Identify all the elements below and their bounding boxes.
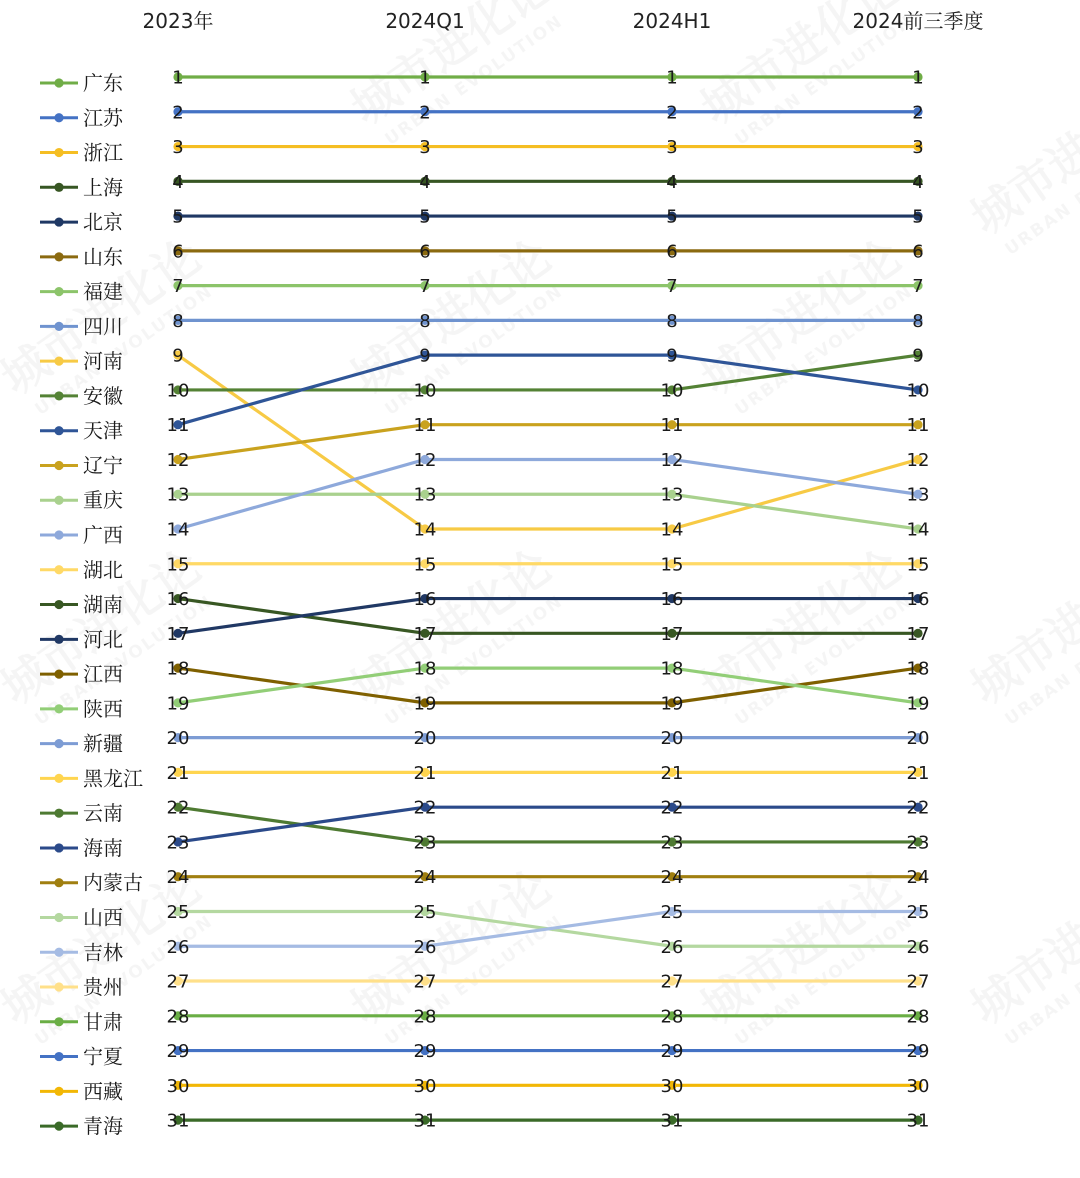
rank-label: 31 xyxy=(166,1110,190,1132)
legend-label: 福建 xyxy=(83,279,123,304)
legend-label: 浙江 xyxy=(83,140,123,165)
legend-swatch-marker xyxy=(54,948,63,957)
legend-label: 重庆 xyxy=(83,488,123,513)
legend-label: 广东 xyxy=(83,71,123,95)
watermark-tile xyxy=(961,69,1080,265)
legend-swatch-marker xyxy=(54,461,63,470)
watermark-tile xyxy=(691,859,924,1055)
legend-label: 天津 xyxy=(83,418,123,443)
rank-label: 18 xyxy=(166,658,190,680)
rank-label: 31 xyxy=(660,1110,684,1132)
legend-label: 安徽 xyxy=(83,383,123,408)
rank-label: 2 xyxy=(912,102,924,124)
rank-label: 25 xyxy=(906,901,930,923)
watermark-tile xyxy=(961,539,1080,735)
legend-label: 江苏 xyxy=(83,105,123,130)
legend-label: 湖北 xyxy=(83,557,123,582)
rank-label: 18 xyxy=(413,658,437,680)
rank-label: 8 xyxy=(666,310,678,332)
rank-label: 23 xyxy=(166,832,190,854)
rank-label: 22 xyxy=(413,797,437,819)
rank-label: 22 xyxy=(660,797,684,819)
column-label: 2023年 xyxy=(142,9,214,33)
watermark-tile xyxy=(691,229,924,425)
series-line xyxy=(178,494,918,529)
legend-label: 宁夏 xyxy=(83,1044,123,1069)
legend-label: 内蒙古 xyxy=(83,870,143,895)
rank-label: 3 xyxy=(419,137,431,159)
rank-label: 10 xyxy=(660,380,684,402)
series-line xyxy=(178,807,918,842)
legend-swatch-marker xyxy=(54,843,63,852)
rank-label: 27 xyxy=(660,971,684,993)
rank-label: 4 xyxy=(666,171,678,193)
rank-label: 4 xyxy=(912,171,924,193)
rank-label: 7 xyxy=(666,276,678,298)
rank-label: 30 xyxy=(906,1075,930,1097)
rank-label: 1 xyxy=(666,67,678,89)
rank-label: 11 xyxy=(166,415,190,437)
series-line xyxy=(178,425,918,460)
rank-label: 1 xyxy=(912,67,924,89)
legend-label: 广西 xyxy=(83,523,123,548)
column-label: 2024前三季度 xyxy=(852,9,984,33)
rank-label: 23 xyxy=(413,832,437,854)
rank-label: 19 xyxy=(413,693,437,715)
rank-label: 29 xyxy=(660,1041,684,1063)
rank-label: 18 xyxy=(660,658,684,680)
watermark-tile xyxy=(691,539,924,735)
legend-swatch-marker xyxy=(54,739,63,748)
rank-label: 7 xyxy=(419,276,431,298)
rank-label: 2 xyxy=(666,102,678,124)
rank-label: 17 xyxy=(906,623,930,645)
legend-swatch-marker xyxy=(54,878,63,887)
legend-swatch-marker xyxy=(54,982,63,991)
rank-label: 12 xyxy=(166,449,190,471)
rank-label: 19 xyxy=(166,693,190,715)
legend-label: 陕西 xyxy=(83,696,123,721)
watermark-tile xyxy=(961,859,1080,1055)
legend-label: 甘肃 xyxy=(83,1009,123,1034)
rank-label: 28 xyxy=(660,1006,684,1028)
rank-label: 10 xyxy=(413,380,437,402)
rank-label: 29 xyxy=(166,1041,190,1063)
legend-swatch-marker xyxy=(54,391,63,400)
rank-label: 18 xyxy=(906,658,930,680)
rank-label: 9 xyxy=(419,345,431,367)
legend-label: 新疆 xyxy=(83,731,123,756)
rank-label: 28 xyxy=(906,1006,930,1028)
series-line xyxy=(178,355,918,529)
rank-label: 2 xyxy=(172,102,184,124)
rank-label: 16 xyxy=(906,589,930,611)
legend-swatch-marker xyxy=(54,287,63,296)
rank-label: 6 xyxy=(912,241,924,263)
rank-label: 21 xyxy=(906,762,930,784)
rank-label: 24 xyxy=(413,867,437,889)
rank-label: 13 xyxy=(660,484,684,506)
rank-label: 15 xyxy=(413,554,437,576)
rank-label: 11 xyxy=(660,415,684,437)
column-label: 2024H1 xyxy=(632,9,712,33)
rank-label: 26 xyxy=(906,936,930,958)
legend-label: 海南 xyxy=(83,835,123,860)
legend-label: 辽宁 xyxy=(83,453,123,478)
legend-label: 北京 xyxy=(83,210,123,235)
rank-label: 9 xyxy=(912,345,924,367)
rank-label: 20 xyxy=(906,728,930,750)
legend-swatch-marker xyxy=(54,1052,63,1061)
rank-label: 10 xyxy=(166,380,190,402)
rank-label: 15 xyxy=(166,554,190,576)
rank-label: 25 xyxy=(413,901,437,923)
rank-label: 1 xyxy=(419,67,431,89)
rank-label: 11 xyxy=(906,415,930,437)
legend-label: 黑龙江 xyxy=(83,766,143,791)
rank-label: 9 xyxy=(666,345,678,367)
rank-label: 24 xyxy=(166,867,190,889)
rank-label: 2 xyxy=(419,102,431,124)
legend-swatch-marker xyxy=(54,1087,63,1096)
rank-label: 4 xyxy=(172,171,184,193)
legend-swatch-marker xyxy=(54,565,63,574)
rank-label: 29 xyxy=(906,1041,930,1063)
rank-label: 30 xyxy=(660,1075,684,1097)
rank-label: 10 xyxy=(906,380,930,402)
legend-label: 青海 xyxy=(83,1114,123,1139)
rank-label: 29 xyxy=(413,1041,437,1063)
rank-label: 16 xyxy=(166,589,190,611)
legend-swatch-marker xyxy=(54,113,63,122)
legend-label: 贵州 xyxy=(83,975,123,1000)
rank-label: 22 xyxy=(166,797,190,819)
rank-label: 26 xyxy=(413,936,437,958)
rank-label: 28 xyxy=(413,1006,437,1028)
legend-label: 吉林 xyxy=(83,940,123,965)
rank-label: 21 xyxy=(660,762,684,784)
watermark-tile xyxy=(341,229,574,425)
legend-swatch-marker xyxy=(54,78,63,87)
column-label: 2024Q1 xyxy=(385,9,465,33)
rank-label: 5 xyxy=(666,206,678,228)
rank-label: 17 xyxy=(413,623,437,645)
watermark-tile xyxy=(341,859,574,1055)
legend-swatch-marker xyxy=(54,774,63,783)
rank-label: 25 xyxy=(166,901,190,923)
legend-swatch-marker xyxy=(54,913,63,922)
legend-swatch-marker xyxy=(54,704,63,713)
rank-label: 21 xyxy=(413,762,437,784)
rank-label: 30 xyxy=(413,1075,437,1097)
rank-label: 6 xyxy=(419,241,431,263)
rank-label: 23 xyxy=(660,832,684,854)
rank-label: 17 xyxy=(660,623,684,645)
legend-label: 江西 xyxy=(83,662,123,687)
legend-swatch-marker xyxy=(54,252,63,261)
rank-label: 25 xyxy=(660,901,684,923)
rank-label: 20 xyxy=(166,728,190,750)
rank-label: 19 xyxy=(660,693,684,715)
legend-label: 山东 xyxy=(83,244,123,269)
legend-label: 河北 xyxy=(83,627,123,652)
rank-label: 8 xyxy=(419,310,431,332)
rank-label: 11 xyxy=(413,415,437,437)
rank-label: 8 xyxy=(912,310,924,332)
legend-swatch-marker xyxy=(54,217,63,226)
rank-label: 8 xyxy=(172,310,184,332)
rank-label: 6 xyxy=(666,241,678,263)
rank-label: 22 xyxy=(906,797,930,819)
rank-label: 15 xyxy=(906,554,930,576)
rank-label: 21 xyxy=(166,762,190,784)
legend-label: 云南 xyxy=(83,801,123,826)
rank-label: 28 xyxy=(166,1006,190,1028)
legend-swatch-marker xyxy=(54,148,63,157)
rank-label: 16 xyxy=(413,589,437,611)
rank-label: 14 xyxy=(660,519,684,541)
rank-label: 24 xyxy=(660,867,684,889)
rank-label: 15 xyxy=(660,554,684,576)
legend-label: 上海 xyxy=(83,175,123,200)
rank-label: 7 xyxy=(912,276,924,298)
legend-swatch-marker xyxy=(54,809,63,818)
legend-swatch-marker xyxy=(54,496,63,505)
rank-label: 27 xyxy=(906,971,930,993)
legend-swatch-marker xyxy=(54,635,63,644)
rank-label: 26 xyxy=(660,936,684,958)
rank-label: 27 xyxy=(166,971,190,993)
rank-label: 4 xyxy=(419,171,431,193)
legend-label: 湖南 xyxy=(83,592,123,617)
rank-label: 30 xyxy=(166,1075,190,1097)
legend-label: 西藏 xyxy=(83,1079,123,1104)
rank-label: 3 xyxy=(912,137,924,159)
rank-label: 7 xyxy=(172,276,184,298)
rank-label: 23 xyxy=(906,832,930,854)
rank-label: 31 xyxy=(906,1110,930,1132)
rank-label: 13 xyxy=(413,484,437,506)
legend-swatch-marker xyxy=(54,183,63,192)
rank-label: 14 xyxy=(906,519,930,541)
series-line xyxy=(178,807,918,842)
rank-label: 24 xyxy=(906,867,930,889)
rank-label: 5 xyxy=(419,206,431,228)
legend-swatch-marker xyxy=(54,322,63,331)
rank-label: 1 xyxy=(172,67,184,89)
legend-label: 河南 xyxy=(83,349,123,374)
rank-label: 12 xyxy=(660,449,684,471)
rank-label: 9 xyxy=(172,345,184,367)
rank-label: 3 xyxy=(172,137,184,159)
rank-label: 17 xyxy=(166,623,190,645)
legend-swatch-marker xyxy=(54,600,63,609)
legend-label: 四川 xyxy=(83,314,123,339)
rank-label: 14 xyxy=(166,519,190,541)
rank-label: 5 xyxy=(912,206,924,228)
rank-label: 26 xyxy=(166,936,190,958)
legend-swatch-marker xyxy=(54,530,63,539)
legend-label: 山西 xyxy=(83,905,123,930)
rank-label: 13 xyxy=(166,484,190,506)
rank-label: 12 xyxy=(906,449,930,471)
legend-swatch-marker xyxy=(54,1017,63,1026)
rank-label: 27 xyxy=(413,971,437,993)
rank-label: 5 xyxy=(172,206,184,228)
rank-label: 14 xyxy=(413,519,437,541)
rank-label: 20 xyxy=(413,728,437,750)
rank-label: 13 xyxy=(906,484,930,506)
rank-label: 6 xyxy=(172,241,184,263)
rank-label: 3 xyxy=(666,137,678,159)
legend-swatch-marker xyxy=(54,426,63,435)
watermark-tile xyxy=(341,539,574,735)
legend-swatch-marker xyxy=(54,669,63,678)
legend-swatch-marker xyxy=(54,357,63,366)
rank-label: 31 xyxy=(413,1110,437,1132)
rank-label: 12 xyxy=(413,449,437,471)
rank-label: 19 xyxy=(906,693,930,715)
rank-label: 20 xyxy=(660,728,684,750)
legend-swatch-marker xyxy=(54,1122,63,1131)
rank-label: 16 xyxy=(660,589,684,611)
